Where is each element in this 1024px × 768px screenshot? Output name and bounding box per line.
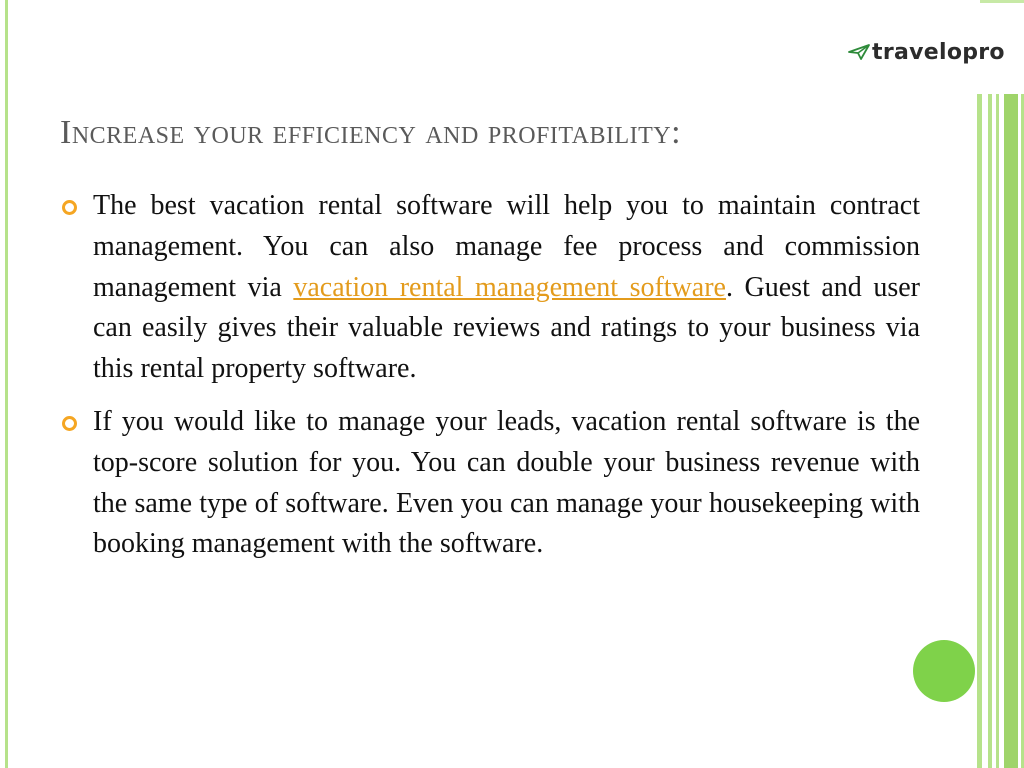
left-border	[5, 0, 8, 768]
vacation-rental-software-link[interactable]: vacation rental management software	[293, 271, 726, 303]
paper-plane-icon	[848, 43, 870, 61]
bullet-icon	[62, 200, 77, 215]
top-accent-line	[980, 0, 1024, 3]
slide-title: Increase your efficiency and profitability:	[60, 114, 682, 151]
bullet-text-start: The best vacation rental software will help you to maintain contract management. You can also manage fee process and commission management via	[93, 190, 920, 303]
bullet-item	[60, 402, 920, 565]
bullet-item	[60, 186, 920, 390]
right-stripe	[977, 94, 982, 768]
bullet-text-end: . Guest and user can easily gives their valuable reviews and ratings to your business via this rental property software.	[93, 271, 920, 385]
right-stripe	[996, 94, 999, 768]
brand-name: travelopro	[872, 39, 1005, 65]
bullet-text: If you would like to manage your leads, vacation rental software is the top-score solution for you. You can double your business revenue with the same type of software. Even you can manage your housekeeping with booking management with the software.	[93, 405, 920, 560]
bullet-list	[60, 186, 920, 577]
decorative-green-circle	[913, 640, 975, 702]
right-stripe	[1004, 94, 1018, 768]
bullet-icon	[62, 416, 77, 431]
bullet-text	[93, 186, 920, 390]
brand-logo	[848, 38, 1005, 66]
right-stripe	[988, 94, 992, 768]
